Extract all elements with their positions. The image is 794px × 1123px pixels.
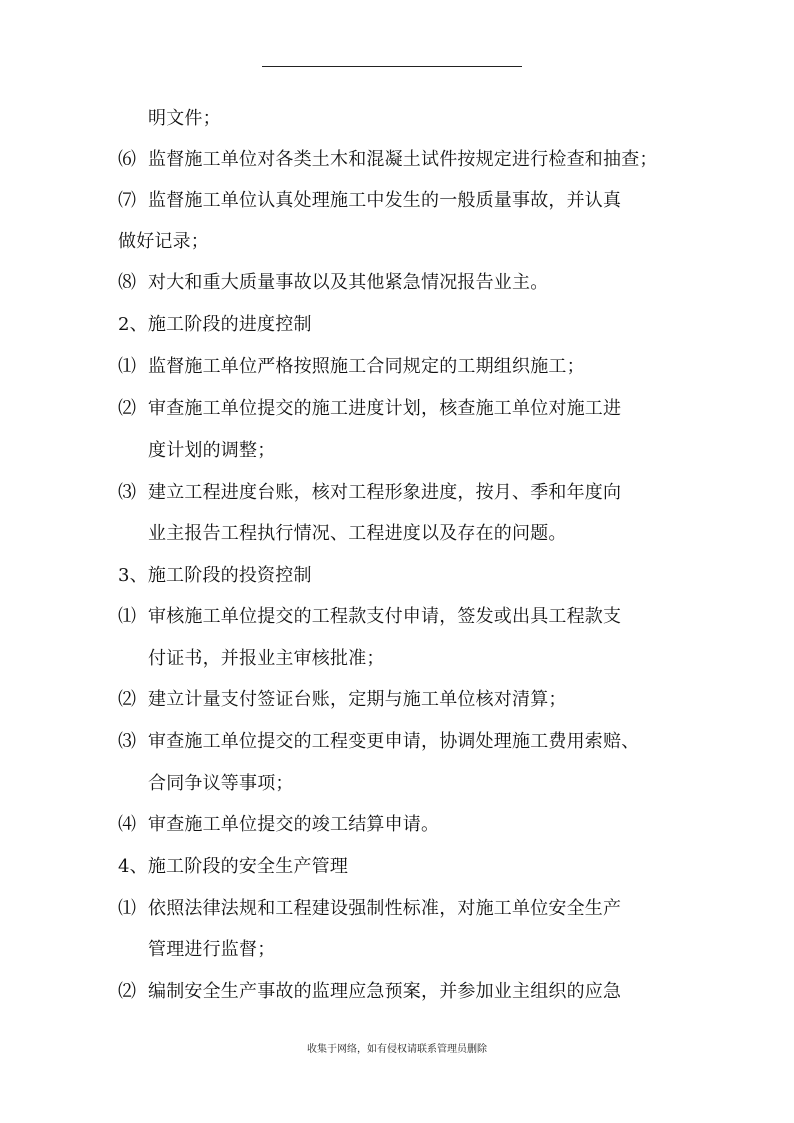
line-text: 合同争议等事项；	[148, 773, 294, 794]
item-number: ⑴	[118, 356, 137, 377]
line-text: 依照法律法规和工程建设强制性标准，对施工单位安全生产	[148, 898, 622, 919]
text-line-17	[148, 772, 294, 796]
section-heading-3	[118, 564, 312, 588]
text-line-5	[118, 271, 548, 295]
item-number: ⑵	[118, 689, 137, 710]
line-text: 编制安全生产事故的监理应急预案，并参加业主组织的应急	[148, 981, 622, 1002]
section-heading-text: 2、施工阶段的进度控制	[118, 314, 312, 335]
item-number: ⑴	[118, 898, 137, 919]
line-text: 审查施工单位提交的施工进度计划，核查施工单位对施工进	[148, 398, 622, 419]
section-heading-text: 4、施工阶段的安全生产管理	[118, 856, 349, 877]
text-line-21	[148, 938, 275, 962]
text-line-22	[118, 980, 621, 1004]
text-line-15	[118, 688, 567, 712]
text-line-16	[118, 730, 639, 754]
line-text: 审查施工单位提交的竣工结算申请。	[148, 814, 440, 835]
text-line-9	[148, 439, 275, 463]
text-line-8	[118, 397, 621, 421]
text-line-10	[118, 481, 621, 505]
header-rule	[262, 66, 522, 67]
line-text: 建立工程进度台账，核对工程形象进度，按月、季和年度向	[148, 482, 622, 503]
section-heading-text: 3、施工阶段的投资控制	[118, 565, 312, 586]
section-heading-4	[118, 855, 348, 879]
text-line-14	[148, 647, 385, 671]
line-text: 审查施工单位提交的工程变更申请，协调处理施工费用索赔、	[148, 731, 640, 752]
line-text: 监督施工单位认真处理施工中发生的一般质量事故，并认真	[148, 190, 622, 211]
line-text: 建立计量支付签证台账，定期与施工单位核对清算；	[148, 689, 567, 710]
line-text: 监督施工单位严格按照施工合同规定的工期组织施工；	[148, 356, 585, 377]
section-heading-2	[118, 313, 312, 337]
line-text: 对大和重大质量事故以及其他紧急情况报告业主。	[148, 272, 549, 293]
text-line-20	[118, 897, 621, 921]
item-number: ⑶	[118, 731, 137, 752]
line-text: 度计划的调整；	[148, 440, 276, 461]
item-number: ⑺	[118, 190, 137, 211]
item-number: ⑶	[118, 482, 137, 503]
line-text: 监督施工单位对各类土木和混凝土试件按规定进行检查和抽查；	[148, 149, 658, 170]
line-text: 审核施工单位提交的工程款支付申请，签发或出具工程款支	[148, 606, 622, 627]
item-number: ⑻	[118, 272, 137, 293]
text-line-1	[148, 107, 221, 131]
line-text: 管理进行监督；	[148, 939, 276, 960]
item-number: ⑷	[118, 814, 137, 835]
item-number: ⑵	[118, 981, 137, 1002]
text-line-3	[118, 189, 621, 213]
line-text: 付证书，并报业主审核批准；	[148, 648, 385, 669]
text-line-4	[118, 230, 209, 254]
text-line-13	[118, 605, 621, 629]
item-number: ⑴	[118, 606, 137, 627]
line-text: 做好记录；	[118, 231, 209, 252]
text-line-2	[118, 148, 658, 172]
line-text: 明文件；	[148, 108, 221, 129]
text-line-7	[118, 355, 585, 379]
item-number: ⑵	[118, 398, 137, 419]
footer-note: 收集于网络，如有侵权请联系管理员删除	[307, 1044, 487, 1055]
text-line-11	[148, 522, 567, 546]
text-line-18	[118, 813, 439, 837]
line-text: 业主报告工程执行情况、工程进度以及存在的问题。	[148, 523, 567, 544]
item-number: ⑹	[118, 149, 137, 170]
